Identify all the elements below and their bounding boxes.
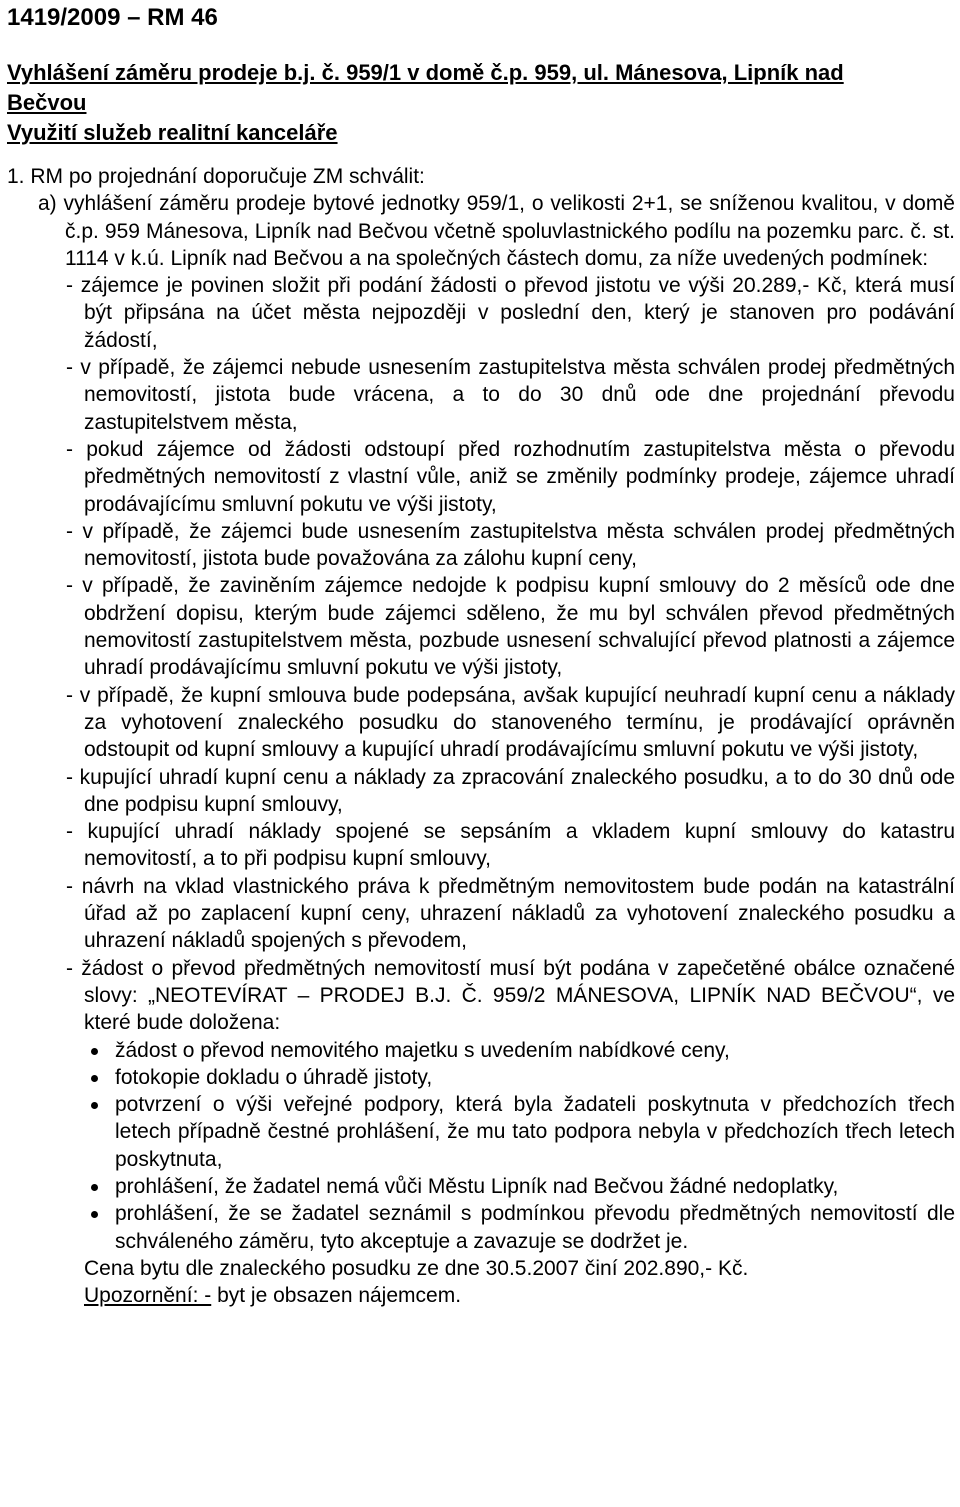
subpoint-a: a) vyhlášení záměru prodeje bytové jednotky 959/1, o velikosti 2+1, se sníženou kvalitou, v domě č.p. 959 Mánesova, Lipník nad Bečvou včetně spoluvlastnického podílu na pozemku parc. č. st. 1114 v k.ú. Lipník nad Bečvou a na společných částech domu, za níže uvedených podmínek:	[38, 192, 955, 270]
bullet-item	[7, 1064, 955, 1091]
point-1: 1. RM po projednání doporučuje ZM schválit:	[7, 165, 425, 188]
bullet-icon	[91, 1184, 98, 1191]
warning-note	[7, 1282, 955, 1309]
bullet-icon	[91, 1048, 98, 1055]
price-note: Cena bytu dle znaleckého posudku ze dne 30.5.2007 činí 202.890,- Kč.	[84, 1256, 749, 1280]
condition-item: - žádost o převod předmětných nemovitostí musí být podána v zapečetěné obálce označené slovy: „NEOTEVÍRAT – PRODEJ B.J. Č. 959/2 MÁNESOVA, LIPNÍK NAD BEČVOU“, ve které bude doložena:	[66, 956, 955, 1035]
heading-line: Bečvou	[7, 90, 87, 115]
bullet-item	[7, 1037, 955, 1064]
bullet-item	[7, 1173, 955, 1200]
bullet-text: potvrzení o výši veřejné podpory, která byla žadateli poskytnuta v předchozích třech letech případně čestné prohlášení, že mu tato podpora nebyla v předchozích třech letech poskytnuta,	[115, 1093, 955, 1171]
condition-item: - zájemce je povinen složit při podání žádosti o převod jistotu ve výši 20.289,- Kč, která musí být připsána na účet města nejpozději v poslední den, který je stanoven pro podávání žádostí,	[66, 274, 955, 352]
warning-label: Upozornění: -	[84, 1284, 212, 1308]
condition-item: - kupující uhradí kupní cenu a náklady za zpracování znaleckého posudku, a to do 30 dnů ode dne podpisu kupní smlouvy,	[66, 765, 955, 816]
bullet-text: fotokopie dokladu o úhradě jistoty,	[115, 1065, 433, 1089]
bullet-text: prohlášení, že se žadatel seznámil s podmínkou převodu předmětných nemovitostí dle schváleného záměru, tyto akceptuje a zavazuje se dodržet je.	[115, 1202, 955, 1253]
warning-text: byt je obsazen nájemcem.	[211, 1284, 462, 1308]
condition-item: - návrh na vklad vlastnického práva k předmětným nemovitostem bude podán na katastrální úřad až po zaplacení kupní ceny, uhrazení nákladů za vyhotovení znaleckého posudku a uhrazení nákladů spojených s převodem,	[66, 874, 955, 953]
bullet-text: prohlášení, že žadatel nemá vůči Městu Lipník nad Bečvou žádné nedoplatky,	[115, 1174, 839, 1198]
conditions-list	[7, 272, 955, 1036]
bullet-text: žádost o převod nemovitého majetku s uvedením nabídkové ceny,	[115, 1038, 730, 1062]
heading-line: Využití služeb realitní kanceláře	[7, 120, 338, 145]
condition-item: - v případě, že zaviněním zájemce nedojde k podpisu kupní smlouvy do 2 měsíců ode dne obdržení dopisu, kterým bude zájemci sděleno, že mu byl schválen převod předmětných nemovitostí zastupitelstvem města, pozbude usnesení schvalující převod platnosti a zájemce uhradí prodávajícímu smluvní pokutu ve výši jistoty,	[66, 574, 955, 680]
required-documents-list	[7, 1037, 955, 1255]
condition-item: - kupující uhradí náklady spojené se sepsáním a vkladem kupní smlouvy do katastru nemovitostí, a to při podpisu kupní smlouvy,	[66, 820, 955, 871]
bullet-icon	[91, 1102, 98, 1109]
resolution-body	[7, 163, 955, 1309]
condition-item: - pokud zájemce od žádosti odstoupí před rozhodnutím zastupitelstva města o převodu předmětných nemovitostí z vlastní vůle, aniž se změnily podmínky prodeje, zájemce uhradí prodávajícímu smluvní pokutu ve výši jistoty,	[66, 437, 955, 516]
heading-line: Vyhlášení záměru prodeje b.j. č. 959/1 v domě č.p. 959, ul. Mánesova, Lipník nad	[7, 60, 844, 85]
document-number: 1419/2009 – RM 46	[7, 4, 218, 31]
bullet-item	[7, 1200, 955, 1255]
condition-item: - v případě, že zájemci nebude usnesením zastupitelstva města schválen prodej předmětných nemovitostí, jistota bude vrácena, a to do 30 dnů ode dne projednání převodu zastupitelstvem města,	[66, 356, 955, 434]
bullet-item	[7, 1091, 955, 1173]
condition-item: - v případě, že kupní smlouva bude podepsána, avšak kupující neuhradí kupní cenu a náklady za vyhotovení znaleckého posudku do stanoveného termínu, je prodávající oprávněn odstoupit od kupní smlouvy a kupující uhradí prodávajícímu smluvní pokutu ve výši jistoty,	[66, 683, 955, 762]
condition-item: - v případě, že zájemci bude usnesením zastupitelstva města schválen prodej předmětných nemovitostí, jistota bude považována za zálohu kupní ceny,	[66, 519, 955, 571]
bullet-icon	[91, 1211, 98, 1218]
resolution-heading	[7, 58, 952, 148]
bullet-icon	[91, 1075, 98, 1082]
